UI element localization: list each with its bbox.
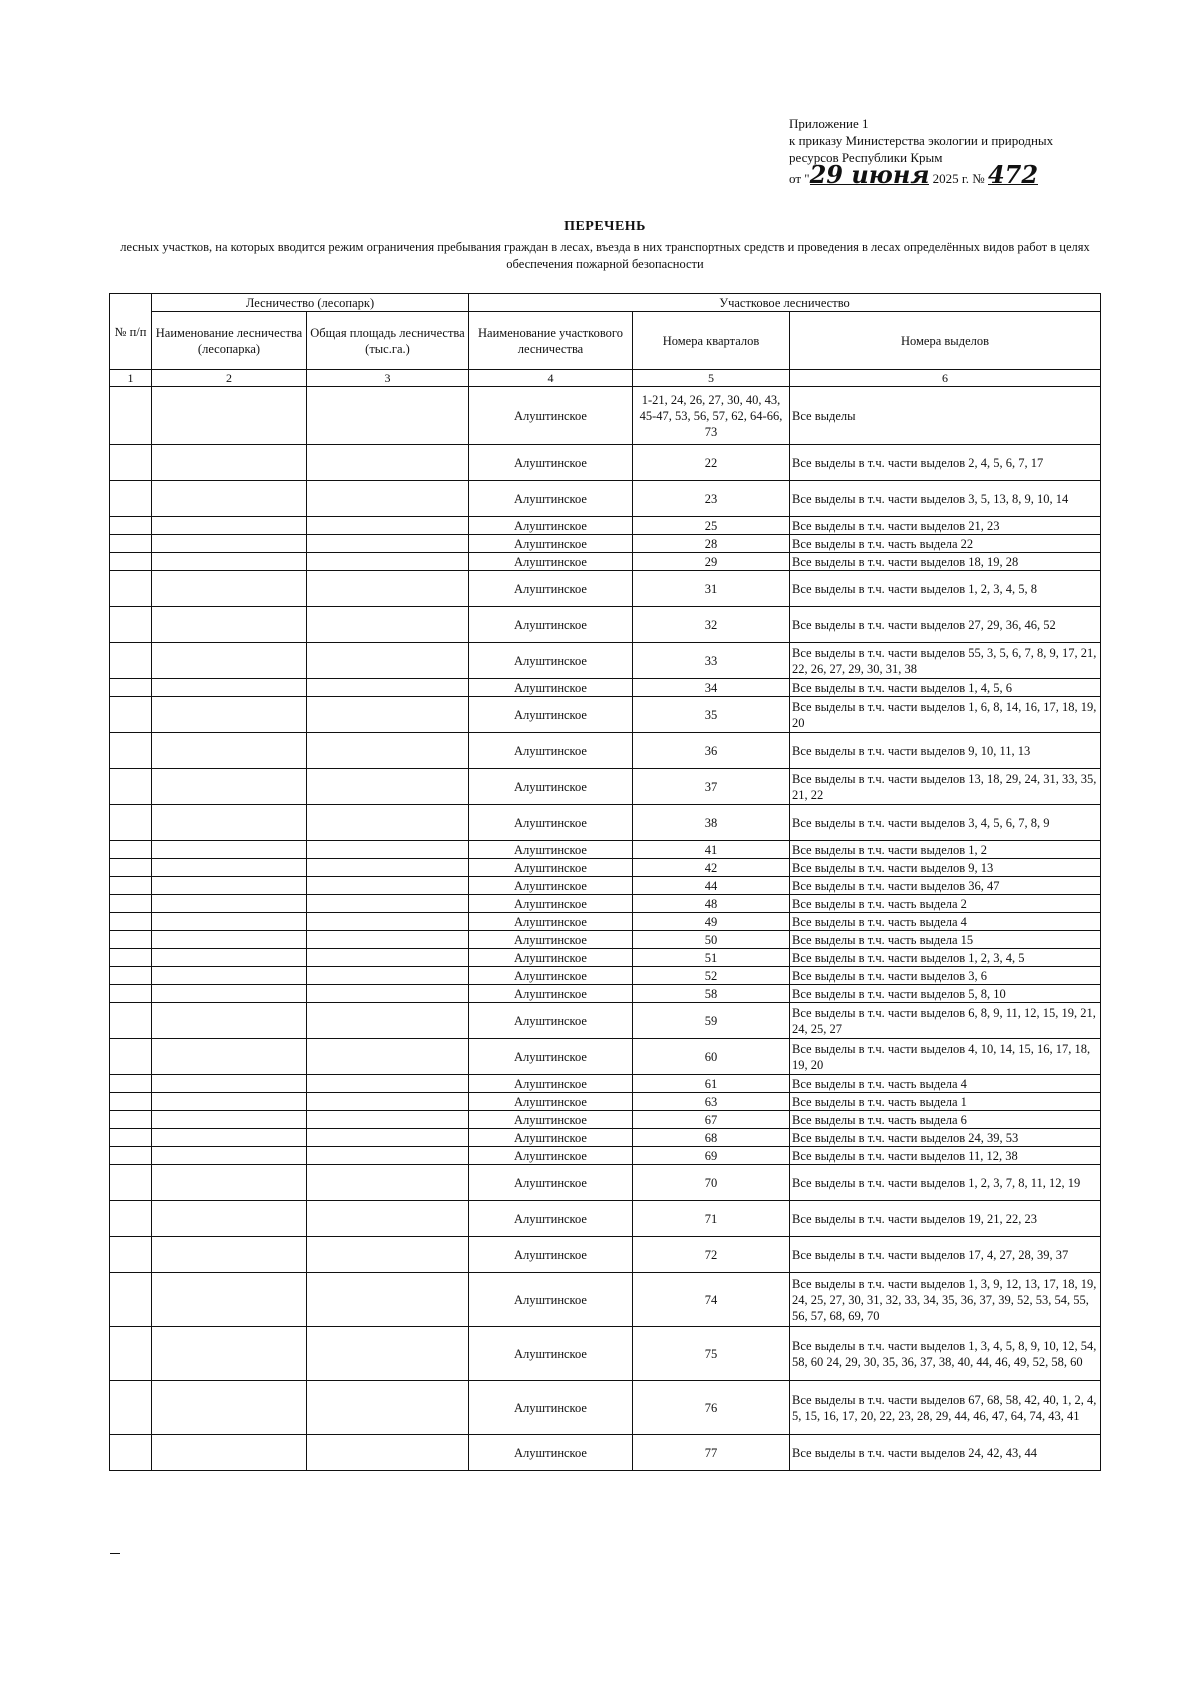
table-row [110, 1435, 1101, 1471]
table-row [110, 1003, 1101, 1039]
cell-district: Алуштинское [469, 679, 633, 697]
appendix-block [789, 115, 1053, 187]
cell-plots: Все выделы в т.ч. части выделов 9, 10, 11, 13 [790, 733, 1101, 769]
cell-plots: Все выделы в т.ч. части выделов 27, 29, 36, 46, 52 [790, 607, 1101, 643]
cell-quarters: 75 [633, 1327, 790, 1381]
cell-district: Алуштинское [469, 517, 633, 535]
table-row [110, 571, 1101, 607]
header-district-group: Участковое лесничество [469, 294, 1101, 312]
cell-forestry-name [152, 1147, 307, 1165]
cell-forestry-area [307, 607, 469, 643]
cell-forestry-area [307, 877, 469, 895]
cell-num [110, 1201, 152, 1237]
cell-district: Алуштинское [469, 1003, 633, 1039]
cell-forestry-area [307, 1147, 469, 1165]
cell-forestry-area [307, 481, 469, 517]
cell-forestry-area [307, 1381, 469, 1435]
cell-forestry-name [152, 967, 307, 985]
cell-quarters: 38 [633, 805, 790, 841]
cell-quarters: 52 [633, 967, 790, 985]
header-forestry-area: Общая площадь лесничества (тыс.га.) [307, 312, 469, 370]
cell-num [110, 1093, 152, 1111]
cell-quarters: 41 [633, 841, 790, 859]
header-row-groups [110, 294, 1101, 312]
cell-forestry-name [152, 387, 307, 445]
cell-num [110, 1327, 152, 1381]
cell-forestry-area [307, 1435, 469, 1471]
cell-plots: Все выделы в т.ч. части выделов 24, 42, 43, 44 [790, 1435, 1101, 1471]
handwritten-order-number: 472 [987, 160, 1039, 189]
table-row [110, 1147, 1101, 1165]
cell-forestry-name [152, 535, 307, 553]
cell-district: Алуштинское [469, 733, 633, 769]
cell-quarters: 51 [633, 949, 790, 967]
cell-quarters: 37 [633, 769, 790, 805]
cell-forestry-area [307, 1201, 469, 1237]
cell-district: Алуштинское [469, 1201, 633, 1237]
cell-district: Алуштинское [469, 1327, 633, 1381]
cell-plots: Все выделы в т.ч. части выделов 1, 2, 3, 7, 8, 11, 12, 19 [790, 1165, 1101, 1201]
cell-quarters: 61 [633, 1075, 790, 1093]
table-row [110, 1075, 1101, 1093]
cell-forestry-area [307, 1165, 469, 1201]
cell-quarters: 68 [633, 1129, 790, 1147]
cell-district: Алуштинское [469, 1165, 633, 1201]
cell-forestry-area [307, 445, 469, 481]
cell-num [110, 643, 152, 679]
cell-plots: Все выделы в т.ч. части выделов 17, 4, 27, 28, 39, 37 [790, 1237, 1101, 1273]
table-row [110, 697, 1101, 733]
cell-district: Алуштинское [469, 1129, 633, 1147]
cell-forestry-area [307, 571, 469, 607]
cell-num [110, 769, 152, 805]
table-row [110, 859, 1101, 877]
table-row [110, 1111, 1101, 1129]
cell-district: Алуштинское [469, 481, 633, 517]
cell-plots: Все выделы в т.ч. части выделов 1, 2 [790, 841, 1101, 859]
cell-forestry-area [307, 931, 469, 949]
document-subtitle: лесных участков, на которых вводится режим ограничения пребывания граждан в лесах, въезда в них транспортных средств и проведения в лесах определённых видов работ в целях обеспечения пожарной безопасности [120, 240, 1090, 271]
cell-plots: Все выделы [790, 387, 1101, 445]
cell-quarters: 28 [633, 535, 790, 553]
table-row [110, 517, 1101, 535]
cell-num [110, 1237, 152, 1273]
table-row [110, 481, 1101, 517]
cell-plots: Все выделы в т.ч. части выделов 1, 3, 4, 5, 8, 9, 10, 12, 54, 58, 60 24, 29, 30, 35, 36, 37, 38, 40, 44, 46, 49, 52, 58, 60 [790, 1327, 1101, 1381]
cell-num [110, 571, 152, 607]
header-row-columns [110, 312, 1101, 370]
cell-forestry-area [307, 913, 469, 931]
cell-plots: Все выделы в т.ч. части выделов 5, 8, 10 [790, 985, 1101, 1003]
cell-num [110, 877, 152, 895]
cell-num [110, 679, 152, 697]
cell-forestry-area [307, 733, 469, 769]
cell-num [110, 1147, 152, 1165]
cell-forestry-name [152, 1003, 307, 1039]
cell-plots: Все выделы в т.ч. части выделов 13, 18, 29, 24, 31, 33, 35, 21, 22 [790, 769, 1101, 805]
header-forestry-group: Лесничество (лесопарк) [152, 294, 469, 312]
cell-district: Алуштинское [469, 553, 633, 571]
cell-plots: Все выделы в т.ч. части выделов 36, 47 [790, 877, 1101, 895]
cell-plots: Все выделы в т.ч. части выделов 9, 13 [790, 859, 1101, 877]
cell-quarters: 36 [633, 733, 790, 769]
cell-num [110, 1273, 152, 1327]
cell-plots: Все выделы в т.ч. части выделов 19, 21, 22, 23 [790, 1201, 1101, 1237]
cell-forestry-area [307, 643, 469, 679]
cell-district: Алуштинское [469, 913, 633, 931]
cell-plots: Все выделы в т.ч. части выделов 1, 2, 3, 4, 5, 8 [790, 571, 1101, 607]
cell-forestry-area [307, 553, 469, 571]
cell-forestry-area [307, 859, 469, 877]
cell-forestry-name [152, 985, 307, 1003]
cell-num [110, 733, 152, 769]
cell-quarters: 25 [633, 517, 790, 535]
table-row [110, 535, 1101, 553]
cell-forestry-area [307, 697, 469, 733]
cell-forestry-name [152, 445, 307, 481]
cell-forestry-area [307, 1327, 469, 1381]
cell-quarters: 49 [633, 913, 790, 931]
table-row [110, 607, 1101, 643]
cell-plots: Все выделы в т.ч. части выделов 3, 4, 5, 6, 7, 8, 9 [790, 805, 1101, 841]
cell-forestry-area [307, 949, 469, 967]
cell-forestry-name [152, 1165, 307, 1201]
cell-num [110, 1003, 152, 1039]
cell-quarters: 33 [633, 643, 790, 679]
cell-forestry-area [307, 895, 469, 913]
cell-num [110, 949, 152, 967]
cell-forestry-name [152, 1075, 307, 1093]
cell-district: Алуштинское [469, 1435, 633, 1471]
cell-num [110, 1381, 152, 1435]
cell-num [110, 1111, 152, 1129]
order-date-line [789, 160, 1053, 189]
table-row [110, 1129, 1101, 1147]
column-number: 1 [110, 370, 152, 387]
cell-district: Алуштинское [469, 841, 633, 859]
cell-num [110, 895, 152, 913]
cell-district: Алуштинское [469, 607, 633, 643]
cell-plots: Все выделы в т.ч. части выделов 2, 4, 5, 6, 7, 17 [790, 445, 1101, 481]
cell-plots: Все выделы в т.ч. часть выдела 22 [790, 535, 1101, 553]
column-number: 5 [633, 370, 790, 387]
cell-plots: Все выделы в т.ч. части выделов 1, 4, 5, 6 [790, 679, 1101, 697]
date-prefix: от " [789, 171, 810, 186]
cell-forestry-area [307, 841, 469, 859]
cell-quarters: 59 [633, 1003, 790, 1039]
cell-quarters: 70 [633, 1165, 790, 1201]
cell-forestry-name [152, 913, 307, 931]
cell-quarters: 31 [633, 571, 790, 607]
cell-forestry-name [152, 841, 307, 859]
cell-forestry-name [152, 895, 307, 913]
cell-quarters: 48 [633, 895, 790, 913]
cell-quarters: 1-21, 24, 26, 27, 30, 40, 43, 45-47, 53, 56, 57, 62, 64-66, 73 [633, 387, 790, 445]
cell-quarters: 71 [633, 1201, 790, 1237]
cell-plots: Все выделы в т.ч. части выделов 6, 8, 9, 11, 12, 15, 19, 21, 24, 25, 27 [790, 1003, 1101, 1039]
cell-forestry-name [152, 607, 307, 643]
cell-num [110, 1165, 152, 1201]
cell-plots: Все выделы в т.ч. части выделов 24, 39, 53 [790, 1129, 1101, 1147]
appendix-line: к приказу Министерства экологии и природных [789, 133, 1054, 148]
appendix-line: Приложение 1 [789, 116, 869, 131]
cell-num [110, 805, 152, 841]
cell-district: Алуштинское [469, 643, 633, 679]
cell-num [110, 607, 152, 643]
cell-forestry-area [307, 1129, 469, 1147]
table-row [110, 985, 1101, 1003]
cell-num [110, 931, 152, 949]
cell-quarters: 74 [633, 1273, 790, 1327]
cell-forestry-name [152, 643, 307, 679]
header-plots: Номера выделов [790, 312, 1101, 370]
cell-plots: Все выделы в т.ч. часть выдела 6 [790, 1111, 1101, 1129]
margin-mark [110, 1553, 120, 1554]
table-row [110, 841, 1101, 859]
cell-district: Алуштинское [469, 985, 633, 1003]
cell-plots: Все выделы в т.ч. часть выдела 1 [790, 1093, 1101, 1111]
cell-num [110, 517, 152, 535]
cell-district: Алуштинское [469, 1237, 633, 1273]
cell-district: Алуштинское [469, 1273, 633, 1327]
cell-forestry-name [152, 1327, 307, 1381]
table-row [110, 895, 1101, 913]
cell-plots: Все выделы в т.ч. части выделов 3, 6 [790, 967, 1101, 985]
cell-plots: Все выделы в т.ч. части выделов 3, 5, 13, 8, 9, 10, 14 [790, 481, 1101, 517]
cell-forestry-name [152, 1201, 307, 1237]
cell-forestry-area [307, 805, 469, 841]
cell-forestry-name [152, 553, 307, 571]
document-title: ПЕРЕЧЕНЬ [564, 219, 646, 234]
cell-forestry-name [152, 697, 307, 733]
table-row [110, 1237, 1101, 1273]
cell-forestry-name [152, 733, 307, 769]
column-number: 6 [790, 370, 1101, 387]
cell-district: Алуштинское [469, 895, 633, 913]
cell-district: Алуштинское [469, 535, 633, 553]
cell-quarters: 76 [633, 1381, 790, 1435]
cell-quarters: 32 [633, 607, 790, 643]
cell-forestry-area [307, 517, 469, 535]
cell-forestry-name [152, 931, 307, 949]
cell-plots: Все выделы в т.ч. части выделов 67, 68, 58, 42, 40, 1, 2, 4, 5, 15, 16, 17, 20, 22, 23, 28, 29, 44, 46, 47, 64, 74, 43, 41 [790, 1381, 1101, 1435]
cell-district: Алуштинское [469, 445, 633, 481]
cell-district: Алуштинское [469, 805, 633, 841]
table-row [110, 643, 1101, 679]
cell-forestry-name [152, 1111, 307, 1129]
cell-num [110, 913, 152, 931]
cell-district: Алуштинское [469, 571, 633, 607]
header-num: № п/п [110, 294, 152, 370]
cell-num [110, 697, 152, 733]
cell-quarters: 67 [633, 1111, 790, 1129]
cell-forestry-area [307, 1075, 469, 1093]
header-district-name: Наименование участкового лесничества [469, 312, 633, 370]
cell-district: Алуштинское [469, 697, 633, 733]
cell-num [110, 481, 152, 517]
cell-num [110, 859, 152, 877]
table-row [110, 805, 1101, 841]
table-row [110, 1381, 1101, 1435]
cell-district: Алуштинское [469, 769, 633, 805]
cell-district: Алуштинское [469, 877, 633, 895]
cell-plots: Все выделы в т.ч. части выделов 11, 12, 38 [790, 1147, 1101, 1165]
cell-forestry-name [152, 517, 307, 535]
header-quarters: Номера кварталов [633, 312, 790, 370]
table-row [110, 967, 1101, 985]
cell-district: Алуштинское [469, 949, 633, 967]
cell-district: Алуштинское [469, 1381, 633, 1435]
cell-quarters: 23 [633, 481, 790, 517]
date-year: 2025 г. № [932, 171, 985, 186]
table-row [110, 733, 1101, 769]
cell-num [110, 967, 152, 985]
cell-num [110, 445, 152, 481]
cell-plots: Все выделы в т.ч. часть выдела 4 [790, 913, 1101, 931]
cell-forestry-name [152, 1093, 307, 1111]
table-row [110, 679, 1101, 697]
cell-num [110, 1435, 152, 1471]
cell-forestry-name [152, 1273, 307, 1327]
cell-forestry-name [152, 1381, 307, 1435]
cell-quarters: 34 [633, 679, 790, 697]
cell-quarters: 69 [633, 1147, 790, 1165]
cell-forestry-name [152, 481, 307, 517]
cell-forestry-name [152, 1435, 307, 1471]
cell-district: Алуштинское [469, 1147, 633, 1165]
cell-num [110, 1039, 152, 1075]
cell-quarters: 42 [633, 859, 790, 877]
cell-forestry-area [307, 769, 469, 805]
cell-district: Алуштинское [469, 1075, 633, 1093]
table-row [110, 769, 1101, 805]
cell-forestry-area [307, 535, 469, 553]
column-number: 4 [469, 370, 633, 387]
cell-forestry-name [152, 859, 307, 877]
cell-forestry-area [307, 1237, 469, 1273]
header-forestry-name: Наименование лесничества (лесопарка) [152, 312, 307, 370]
cell-forestry-area [307, 1273, 469, 1327]
table-row [110, 1273, 1101, 1327]
table-row [110, 1039, 1101, 1075]
table-body [110, 387, 1101, 1471]
cell-quarters: 29 [633, 553, 790, 571]
cell-plots: Все выделы в т.ч. части выделов 1, 6, 8, 14, 16, 17, 18, 19, 20 [790, 697, 1101, 733]
cell-quarters: 50 [633, 931, 790, 949]
cell-quarters: 35 [633, 697, 790, 733]
table-row [110, 931, 1101, 949]
cell-forestry-area [307, 679, 469, 697]
cell-forestry-name [152, 949, 307, 967]
table-row [110, 1093, 1101, 1111]
cell-quarters: 72 [633, 1237, 790, 1273]
handwritten-date: 29 июня [809, 160, 930, 189]
cell-plots: Все выделы в т.ч. части выделов 4, 10, 14, 15, 16, 17, 18, 19, 20 [790, 1039, 1101, 1075]
cell-plots: Все выделы в т.ч. части выделов 18, 19, 28 [790, 553, 1101, 571]
cell-forestry-area [307, 1111, 469, 1129]
cell-forestry-name [152, 1129, 307, 1147]
cell-plots: Все выделы в т.ч. часть выдела 15 [790, 931, 1101, 949]
cell-forestry-name [152, 1237, 307, 1273]
cell-forestry-name [152, 1039, 307, 1075]
cell-num [110, 535, 152, 553]
cell-plots: Все выделы в т.ч. части выделов 21, 23 [790, 517, 1101, 535]
cell-district: Алуштинское [469, 931, 633, 949]
header-row-numbers [110, 370, 1101, 387]
table-row [110, 913, 1101, 931]
cell-district: Алуштинское [469, 859, 633, 877]
cell-quarters: 44 [633, 877, 790, 895]
cell-num [110, 841, 152, 859]
cell-plots: Все выделы в т.ч. часть выдела 2 [790, 895, 1101, 913]
cell-forestry-area [307, 967, 469, 985]
cell-quarters: 22 [633, 445, 790, 481]
cell-district: Алуштинское [469, 967, 633, 985]
cell-forestry-area [307, 387, 469, 445]
cell-plots: Все выделы в т.ч. часть выдела 4 [790, 1075, 1101, 1093]
table-row [110, 877, 1101, 895]
table-row [110, 1165, 1101, 1201]
cell-forestry-area [307, 1003, 469, 1039]
cell-forestry-name [152, 805, 307, 841]
cell-num [110, 387, 152, 445]
cell-num [110, 1075, 152, 1093]
table-row [110, 1201, 1101, 1237]
cell-plots: Все выделы в т.ч. части выделов 1, 2, 3, 4, 5 [790, 949, 1101, 967]
cell-forestry-name [152, 571, 307, 607]
cell-forestry-area [307, 985, 469, 1003]
cell-plots: Все выделы в т.ч. части выделов 1, 3, 9, 12, 13, 17, 18, 19, 24, 25, 27, 30, 31, 32, 33, 34, 35, 36, 37, 39, 52, 53, 54, 55, 56, 57, 68, 69, 70 [790, 1273, 1101, 1327]
column-number: 3 [307, 370, 469, 387]
table-row [110, 553, 1101, 571]
cell-quarters: 63 [633, 1093, 790, 1111]
cell-district: Алуштинское [469, 1093, 633, 1111]
cell-district: Алуштинское [469, 1111, 633, 1129]
cell-forestry-area [307, 1039, 469, 1075]
cell-district: Алуштинское [469, 1039, 633, 1075]
cell-forestry-area [307, 1093, 469, 1111]
cell-forestry-name [152, 679, 307, 697]
cell-num [110, 985, 152, 1003]
cell-plots: Все выделы в т.ч. части выделов 55, 3, 5, 6, 7, 8, 9, 17, 21, 22, 26, 27, 29, 30, 31, 38 [790, 643, 1101, 679]
cell-forestry-name [152, 877, 307, 895]
cell-district: Алуштинское [469, 387, 633, 445]
table-row [110, 445, 1101, 481]
appendix-line: ресурсов Республики Крым [789, 150, 943, 165]
document-heading [120, 219, 1090, 273]
cell-quarters: 58 [633, 985, 790, 1003]
cell-quarters: 60 [633, 1039, 790, 1075]
cell-num [110, 1129, 152, 1147]
table-row [110, 1327, 1101, 1381]
cell-quarters: 77 [633, 1435, 790, 1471]
table-row [110, 949, 1101, 967]
cell-forestry-name [152, 769, 307, 805]
cell-num [110, 553, 152, 571]
forest-plots-table [109, 293, 1101, 1471]
table-row [110, 387, 1101, 445]
column-number: 2 [152, 370, 307, 387]
